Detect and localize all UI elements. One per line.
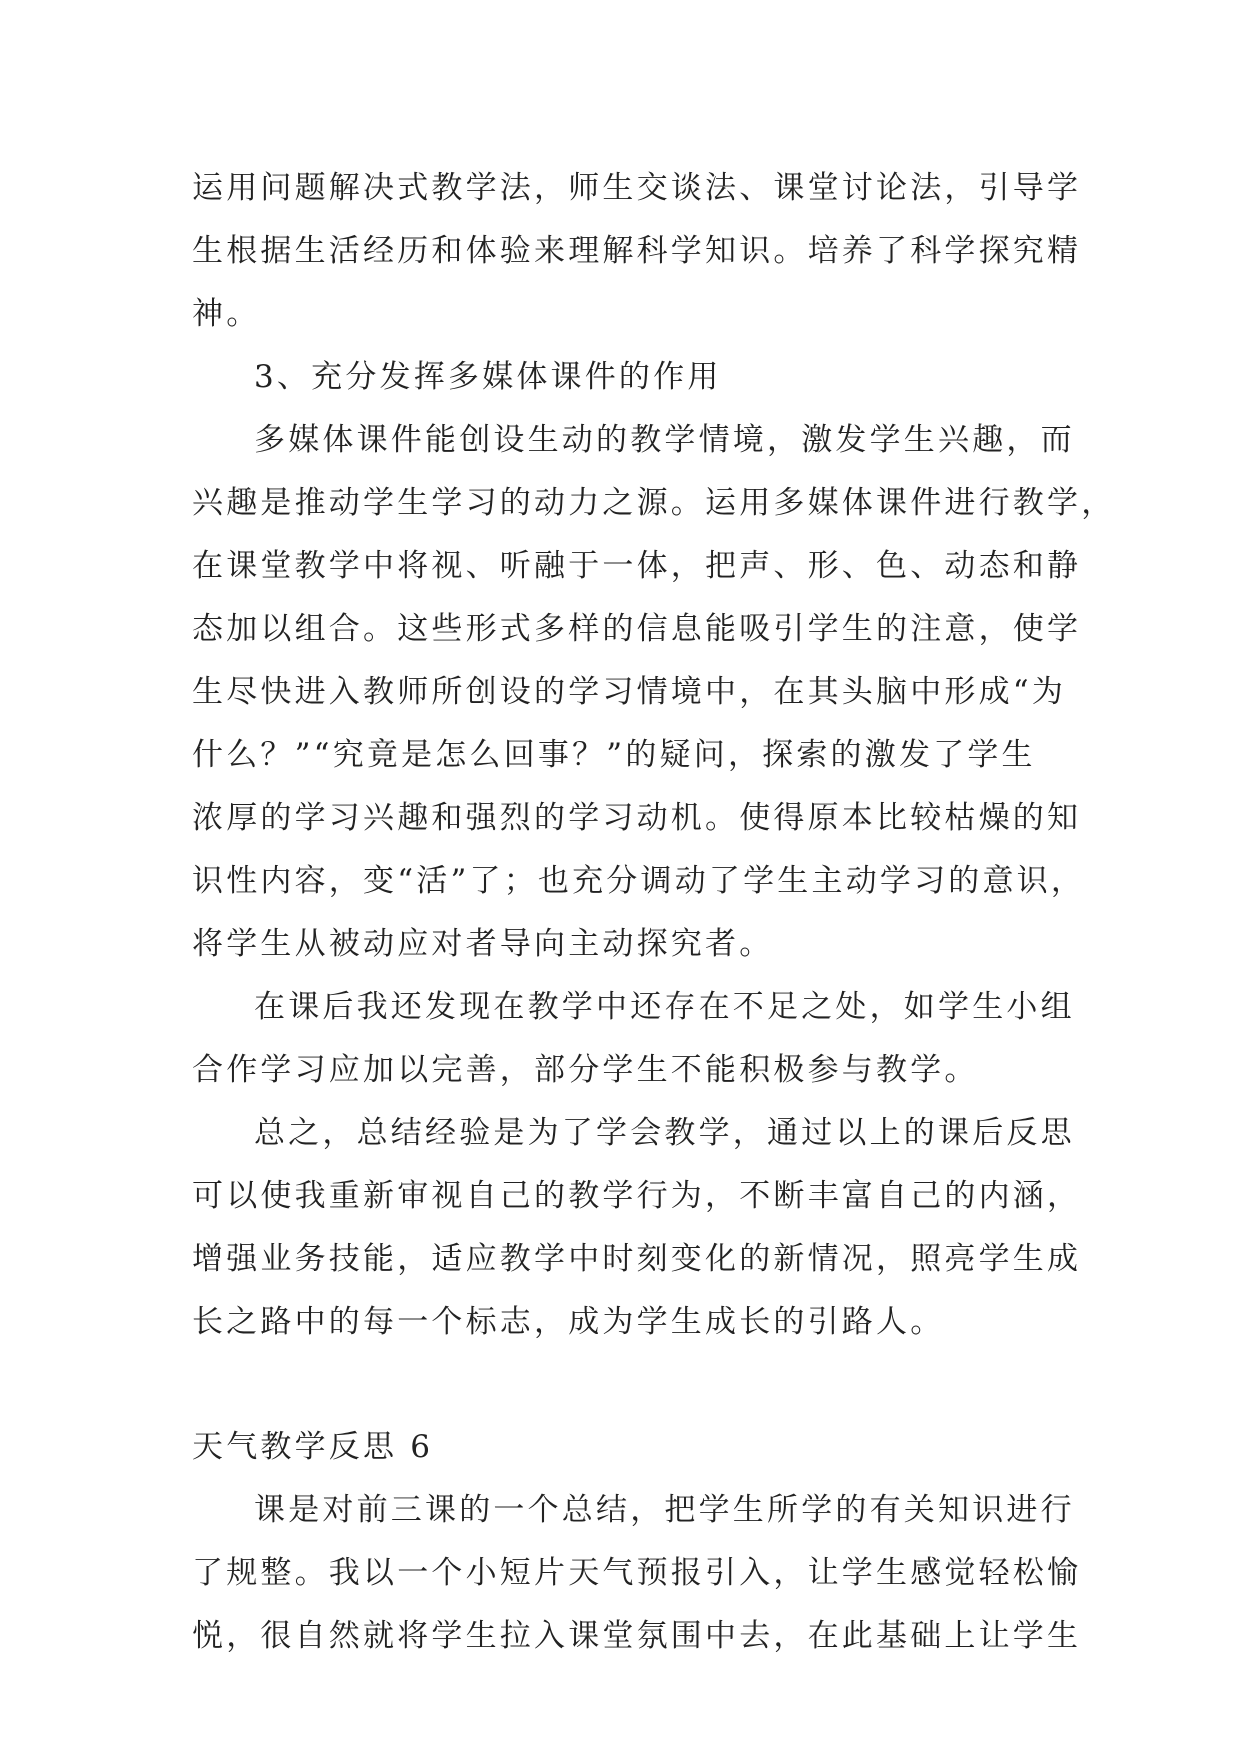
- text-line: 了规整。我以一个小短片天气预报引入，让学生感觉轻松愉: [192, 1555, 1082, 1591]
- text-line: 什么？”“究竟是怎么回事？”的疑问，探索的激发了学生: [192, 737, 1036, 773]
- text-line: 长之路中的每一个标志，成为学生成长的引路人。: [192, 1304, 945, 1340]
- text-line: 在课堂教学中将视、听融于一体，把声、形、色、动态和静: [192, 548, 1082, 584]
- text-line: 将学生从被动应对者导向主动探究者。: [192, 926, 774, 962]
- text-line: 神。: [192, 296, 261, 332]
- text-line: 合作学习应加以完善，部分学生不能积极参与教学。: [192, 1052, 979, 1088]
- text-line: 浓厚的学习兴趣和强烈的学习动机。使得原本比较枯燥的知: [192, 800, 1082, 836]
- text-line: 识性内容，变“活”了；也充分调动了学生主动学习的意识，: [192, 863, 1086, 899]
- text-line: 课是对前三课的一个总结，把学生所学的有关知识进行: [254, 1492, 1075, 1528]
- text-line: 态加以组合。这些形式多样的信息能吸引学生的注意，使学: [192, 611, 1082, 647]
- text-line: 生尽快进入教师所创设的学习情境中，在其头脑中形成“为: [192, 674, 1067, 710]
- text-line: 兴趣是推动学生学习的动力之源。运用多媒体课件进行教学，: [192, 485, 1116, 521]
- text-line: 生根据生活经历和体验来理解科学知识。培养了科学探究精: [192, 233, 1082, 269]
- text-line: 总之，总结经验是为了学会教学，通过以上的课后反思: [254, 1115, 1075, 1151]
- section-heading: 3、充分发挥多媒体课件的作用: [254, 359, 722, 395]
- text-line: 悦，很自然就将学生拉入课堂氛围中去，在此基础上让学生: [192, 1618, 1082, 1654]
- text-line: 在课后我还发现在教学中还存在不足之处，如学生小组: [254, 989, 1075, 1025]
- text-line: 多媒体课件能创设生动的教学情境，激发学生兴趣，而: [254, 422, 1075, 458]
- section-title: 天气教学反思 6: [192, 1429, 434, 1465]
- text-line: 运用问题解决式教学法，师生交谈法、课堂讨论法，引导学: [192, 170, 1082, 206]
- text-line: 增强业务技能，适应教学中时刻变化的新情况，照亮学生成: [192, 1241, 1082, 1277]
- text-line: 可以使我重新审视自己的教学行为，不断丰富自己的内涵，: [192, 1178, 1082, 1214]
